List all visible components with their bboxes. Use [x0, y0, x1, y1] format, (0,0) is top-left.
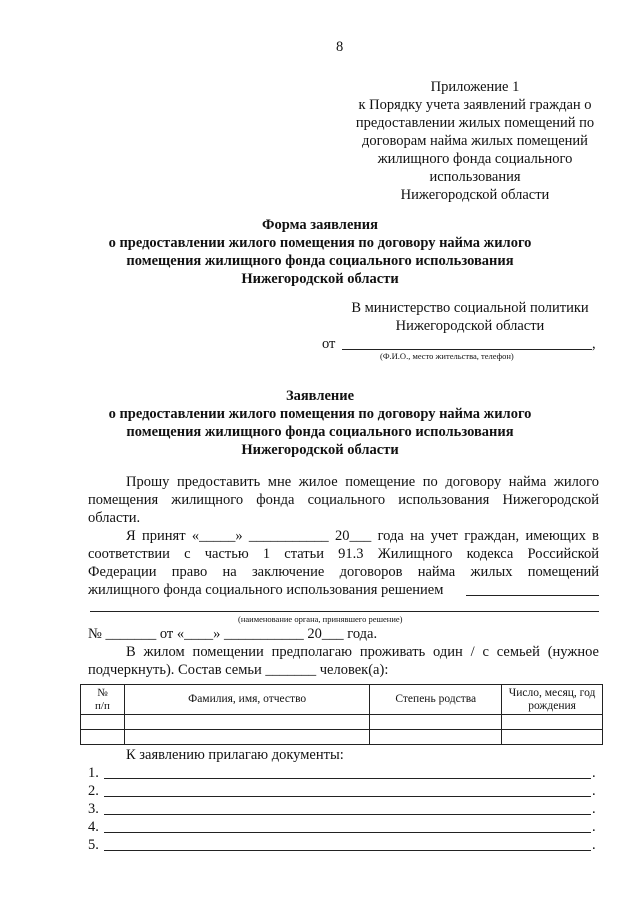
- documents-intro: К заявлению прилагаю документы:: [126, 747, 344, 763]
- statement-title-line: помещения жилищного фонда социального использования: [126, 424, 514, 440]
- table-cell[interactable]: [81, 730, 125, 745]
- statement-title-line: Заявление: [285, 388, 355, 404]
- from-comma: ,: [592, 336, 596, 352]
- paragraph-3-line: В жилом помещении предполагаю проживать один / с семьей (нужное: [126, 644, 599, 660]
- table-cell[interactable]: [124, 730, 369, 745]
- paragraph-2-line: Я принят «_____» ___________ 20___ года на учет граждан, имеющих в: [126, 528, 599, 544]
- doc-item-number: 4.: [88, 819, 99, 835]
- col-name-header: Фамилия, имя, отчество: [124, 685, 369, 715]
- appendix-line: к Порядку учета заявлений граждан о: [358, 97, 592, 113]
- doc-item-end: .: [592, 801, 596, 817]
- paragraph-2-line: жилищного фонда социального использования решением: [88, 582, 444, 598]
- table-cell[interactable]: [502, 730, 603, 745]
- col-birthdate-header: Число, месяц, год рождения: [502, 685, 603, 715]
- doc-item-number: 5.: [88, 837, 99, 853]
- doc-item-line[interactable]: [104, 796, 591, 797]
- form-title: [0, 216, 640, 288]
- doc-item-number: 3.: [88, 801, 99, 817]
- doc-item-line[interactable]: [104, 814, 591, 815]
- table-cell[interactable]: [370, 730, 502, 745]
- paragraph-1-line: Прошу предоставить мне жилое помещение по договору найма жилого: [126, 474, 599, 490]
- appendix-line: использования: [429, 169, 521, 185]
- statement-title-line: Нижегородской области: [241, 442, 399, 458]
- doc-item-end: .: [592, 837, 596, 853]
- appendix-block: [340, 78, 610, 204]
- form-title-line: Форма заявления: [262, 217, 378, 233]
- appendix-line: договорам найма жилых помещений: [362, 133, 588, 149]
- statement-title: [0, 387, 640, 459]
- doc-item-end: .: [592, 783, 596, 799]
- form-title-line: Нижегородской области: [241, 271, 399, 287]
- addressee: [330, 299, 610, 335]
- col-number-header: № п/п: [81, 685, 125, 715]
- family-table: [80, 684, 603, 745]
- page-number: 8: [336, 39, 344, 55]
- table-header-row: [81, 685, 603, 715]
- table-row: [81, 730, 603, 745]
- table-row: [81, 715, 603, 730]
- from-label: от: [322, 336, 336, 352]
- form-title-line: помещения жилищного фонда социального использования: [126, 253, 514, 269]
- col-relation-header: Степень родства: [370, 685, 502, 715]
- doc-item-end: .: [592, 765, 596, 781]
- doc-item-line[interactable]: [104, 832, 591, 833]
- table-cell[interactable]: [81, 715, 125, 730]
- paragraph-1-line: области.: [88, 510, 141, 526]
- table-cell[interactable]: [370, 715, 502, 730]
- appendix-line: Нижегородской области: [400, 187, 550, 203]
- addressee-line: В министерство социальной политики: [351, 300, 589, 316]
- statement-title-line: о предоставлении жилого помещения по договору найма жилого: [108, 406, 532, 422]
- from-input-line[interactable]: [342, 349, 592, 350]
- paragraph-1-line: помещения жилищного фонда социального использования Нижегородской: [88, 492, 599, 508]
- doc-item-end: .: [592, 819, 596, 835]
- from-hint: (Ф.И.О., место жительства, телефон): [380, 351, 514, 361]
- decision-input-line[interactable]: [466, 595, 599, 596]
- doc-item-line[interactable]: [104, 850, 591, 851]
- table-cell[interactable]: [124, 715, 369, 730]
- paragraph-3-line: подчеркнуть). Состав семьи _______ человек(а):: [88, 662, 389, 678]
- form-title-line: о предоставлении жилого помещения по договору найма жилого: [108, 235, 532, 251]
- doc-item-line[interactable]: [104, 778, 591, 779]
- decision-org-line[interactable]: [90, 611, 599, 612]
- org-hint: (наименование органа, принявшего решение): [238, 614, 403, 624]
- doc-item-number: 1.: [88, 765, 99, 781]
- paragraph-2-line: Федерации право на заключение договоров найма жилых помещений: [88, 564, 599, 580]
- appendix-line: предоставлении жилых помещений по: [355, 115, 595, 131]
- table-cell[interactable]: [502, 715, 603, 730]
- appendix-line: жилищного фонда социального: [377, 151, 573, 167]
- paragraph-2-line: соответствии с частью 1 статьи 91.3 Жилищного кодекса Российской: [88, 546, 599, 562]
- doc-item-number: 2.: [88, 783, 99, 799]
- addressee-line: Нижегородской области: [395, 318, 545, 334]
- appendix-line: Приложение 1: [430, 79, 520, 95]
- decision-number-line: № _______ от «____» ___________ 20___ года.: [88, 626, 378, 642]
